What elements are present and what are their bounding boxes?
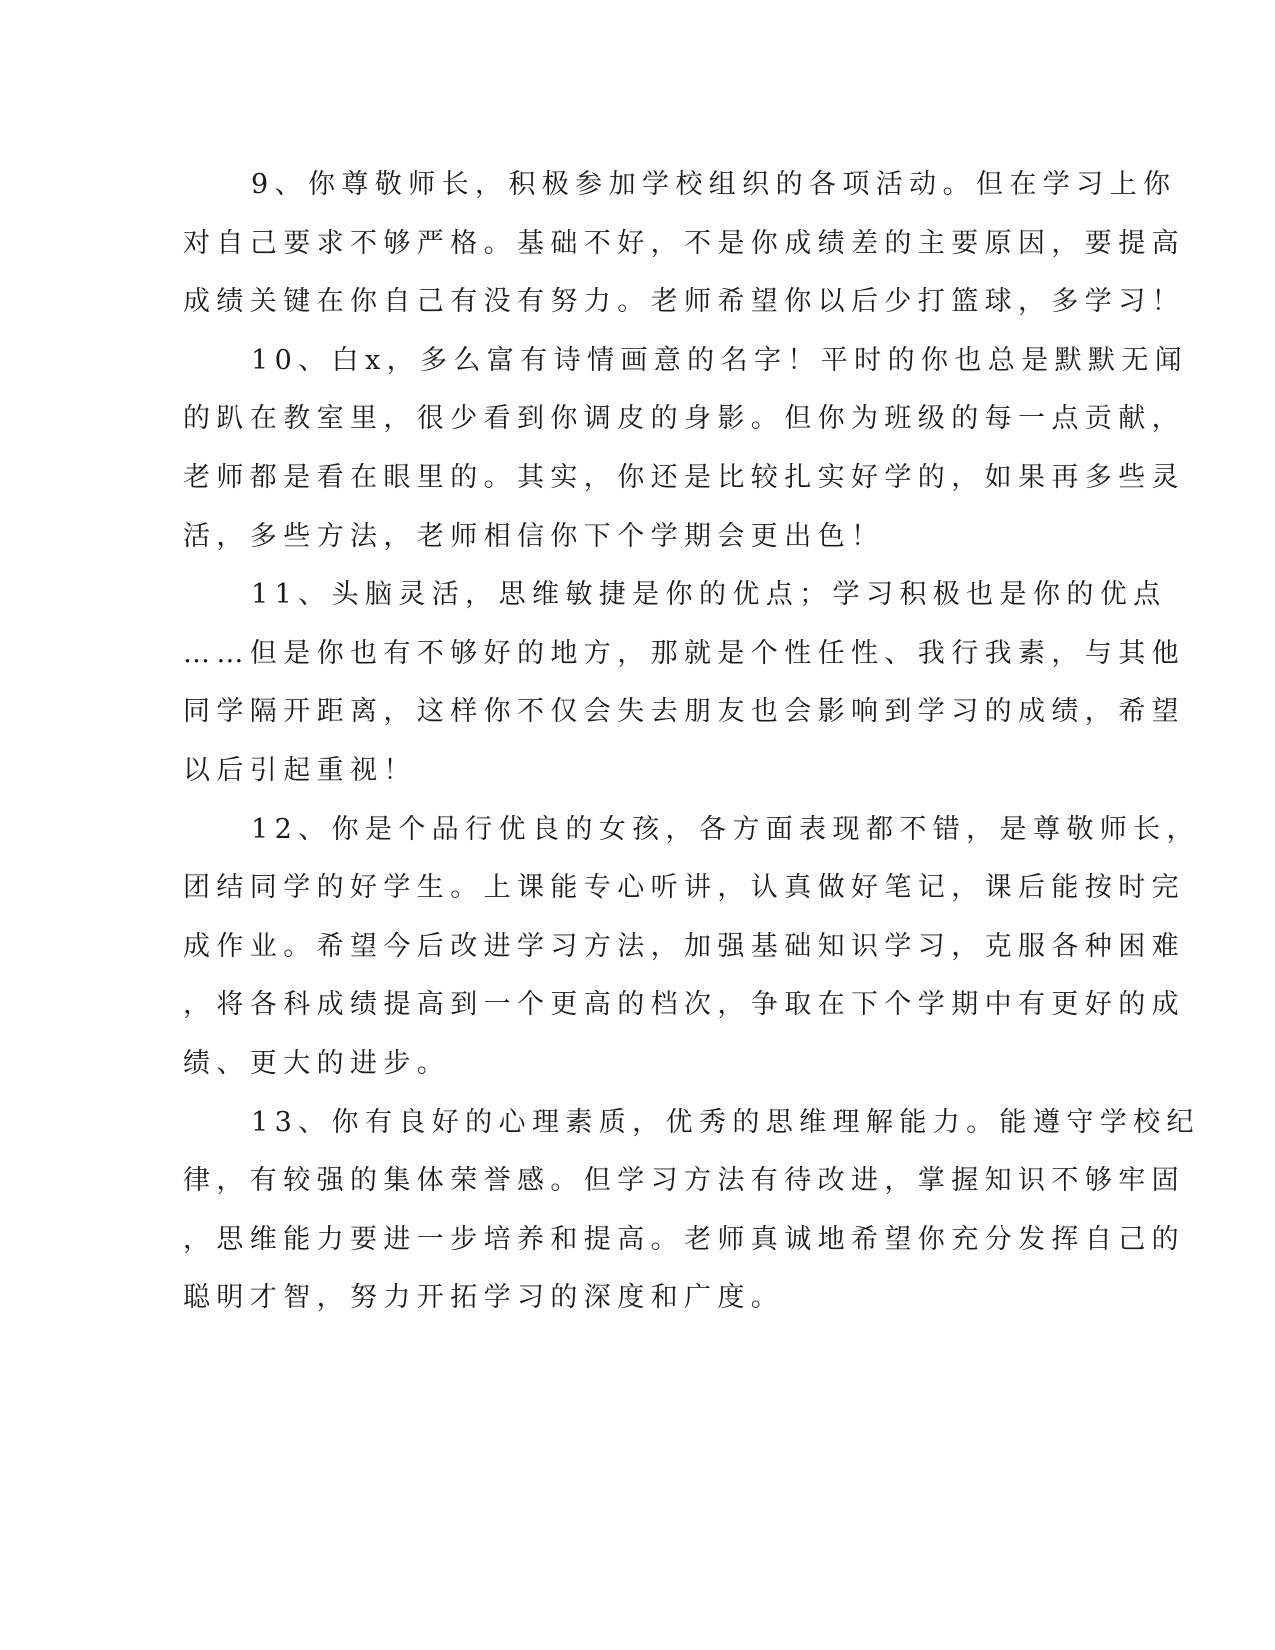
paragraph-line: 10、白x，多么富有诗情画意的名字！平时的你也总是默默无闻: [251, 344, 1189, 376]
paragraph-line: ，将各科成绩提高到一个更高的档次，争取在下个学期中有更好的成: [183, 989, 1185, 1021]
paragraph-line: ……但是你也有不够好的地方，那就是个性任性、我行我素，与其他: [183, 637, 1185, 669]
comment-paragraph-11: [183, 566, 1185, 800]
paragraph-line: 成绩关键在你自己有没有努力。老师希望你以后少打篮球，多学习！: [183, 286, 1185, 318]
paragraph-line: 成作业。希望今后改进学习方法，加强基础知识学习，克服各种困难: [183, 930, 1185, 962]
paragraph-line: 绩、更大的进步。: [183, 1047, 451, 1079]
paragraph-line: 团结同学的好学生。上课能专心听讲，认真做好笔记，课后能按时完: [183, 872, 1185, 904]
paragraph-line: ，思维能力要进一步培养和提高。老师真诚地希望你充分发挥自己的: [183, 1223, 1185, 1255]
paragraph-line: 13、你有良好的心理素质，优秀的思维理解能力。能遵守学校纪: [251, 1106, 1200, 1138]
comment-paragraph-10: [183, 332, 1189, 566]
paragraph-line: 的趴在教室里，很少看到你调皮的身影。但你为班级的每一点贡献，: [183, 403, 1185, 435]
comment-paragraph-9: [183, 156, 1185, 332]
comment-paragraph-13: [183, 1094, 1200, 1328]
paragraph-line: 12、你是个品行优良的女孩，各方面表现都不错，是尊敬师长，: [251, 813, 1200, 845]
paragraph-line: 律，有较强的集体荣誉感。但学习方法有待改进，掌握知识不够牢固: [183, 1165, 1185, 1197]
paragraph-line: 11、头脑灵活，思维敏捷是你的优点；学习积极也是你的优点: [251, 579, 1167, 611]
document-body: [183, 156, 1200, 1328]
paragraph-line: 9、你尊敬师长，积极参加学校组织的各项活动。但在学习上你: [251, 169, 1177, 200]
comment-paragraph-12: [183, 801, 1200, 1094]
paragraph-line: 老师都是看在眼里的。其实，你还是比较扎实好学的，如果再多些灵: [183, 461, 1185, 493]
paragraph-line: 以后引起重视！: [183, 754, 417, 786]
paragraph-line: 同学隔开距离，这样你不仅会失去朋友也会影响到学习的成绩，希望: [183, 696, 1185, 728]
paragraph-line: 对自己要求不够严格。基础不好，不是你成绩差的主要原因，要提高: [183, 227, 1185, 259]
paragraph-line: 聪明才智，努力开拓学习的深度和广度。: [183, 1282, 785, 1314]
paragraph-line: 活，多些方法，老师相信你下个学期会更出色！: [183, 520, 885, 552]
